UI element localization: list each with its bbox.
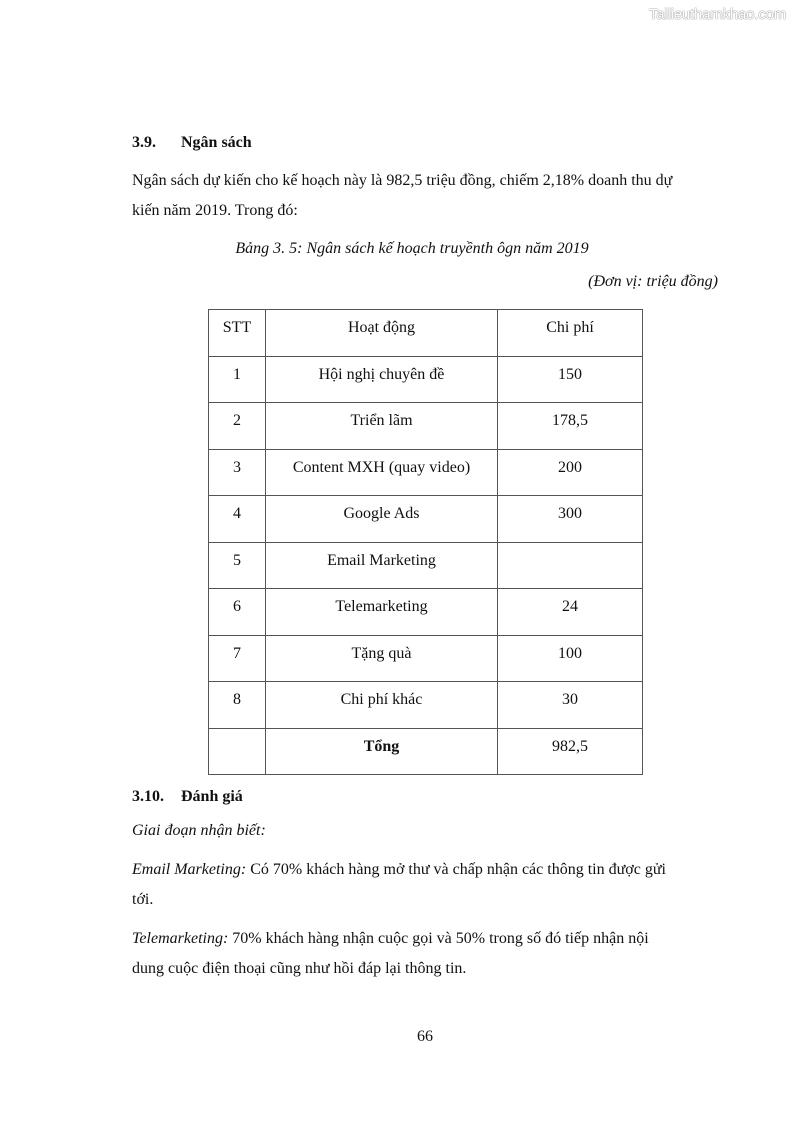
cell-stt: 4 [209,496,266,543]
cell-stt: 8 [209,682,266,729]
cell-cost [498,542,643,589]
budget-table [208,309,643,775]
cell-cost: 100 [498,635,643,682]
cell-cost: 150 [498,356,643,403]
cell-activity: Content MXH (quay video) [266,449,498,496]
cell-activity: Triển lãm [266,403,498,450]
watermark: Tailieuthamkhao.com [648,6,786,23]
email-label: Email Marketing: [132,861,247,878]
total-label: Tổng [266,728,498,775]
section-heading-3-10 [132,788,243,806]
cell-activity: Telemarketing [266,589,498,636]
cell-stt: 2 [209,403,266,450]
cell-cost: 24 [498,589,643,636]
tele-paragraph [132,924,718,984]
cell-activity: Email Marketing [266,542,498,589]
page-number: 66 [417,1028,433,1045]
header-stt: STT [209,310,266,357]
paragraph-line: Ngân sách dự kiến cho kế hoạch này là 982,5 triệu đồng, chiếm 2,18% doanh thu dự [132,172,673,189]
paragraph-line: tới. [132,891,154,908]
section-number: 3.9. [132,134,156,151]
table-total-row [209,728,643,775]
section-title: Ngân sách [181,134,252,151]
table-row [209,542,643,589]
cell-activity: Chi phí khác [266,682,498,729]
tele-text: 70% khách hàng nhận cuộc gọi và 50% trong số đó tiếp nhận nội [228,930,649,947]
cell-activity: Tặng quà [266,635,498,682]
table-row [209,356,643,403]
cell-cost: 178,5 [498,403,643,450]
total-cost: 982,5 [498,728,643,775]
paragraph-line [132,855,718,885]
table-row [209,449,643,496]
table-header-row [209,310,643,357]
cell-activity: Google Ads [266,496,498,543]
cell-stt: 3 [209,449,266,496]
table-row [209,635,643,682]
table-row [209,496,643,543]
cell-cost: 30 [498,682,643,729]
cell-stt: 6 [209,589,266,636]
header-activity: Hoạt động [266,310,498,357]
cell-activity: Hội nghị chuyên đề [266,356,498,403]
table-row [209,682,643,729]
cell-cost: 200 [498,449,643,496]
table-row [209,403,643,450]
paragraph-line: dung cuộc điện thoại cũng như hồi đáp lại thông tin. [132,960,467,977]
paragraph-line: kiến năm 2019. Trong đó: [132,202,298,219]
cell-stt: 7 [209,635,266,682]
budget-paragraph [132,166,718,226]
cell-stt: 5 [209,542,266,589]
section-heading-3-9 [132,134,252,152]
subheading-awareness: Giai đoạn nhận biết: [132,822,266,839]
email-paragraph [132,855,718,915]
section-number: 3.10. [132,788,164,805]
tele-label: Telemarketing: [132,930,229,947]
cell-stt: 1 [209,356,266,403]
table-caption: Bảng 3. 5: Ngân sách kế hoạch truyềnth ôgn năm 2019 [235,240,589,257]
email-text: Có 70% khách hàng mở thư và chấp nhận các thông tin được gửi [246,861,666,878]
table-unit: (Đơn vị: triệu đồng) [588,273,718,290]
paragraph-line [132,924,718,954]
cell-cost: 300 [498,496,643,543]
table-row [209,589,643,636]
cell-stt [209,728,266,775]
header-cost: Chi phí [498,310,643,357]
section-title: Đánh giá [181,788,243,805]
